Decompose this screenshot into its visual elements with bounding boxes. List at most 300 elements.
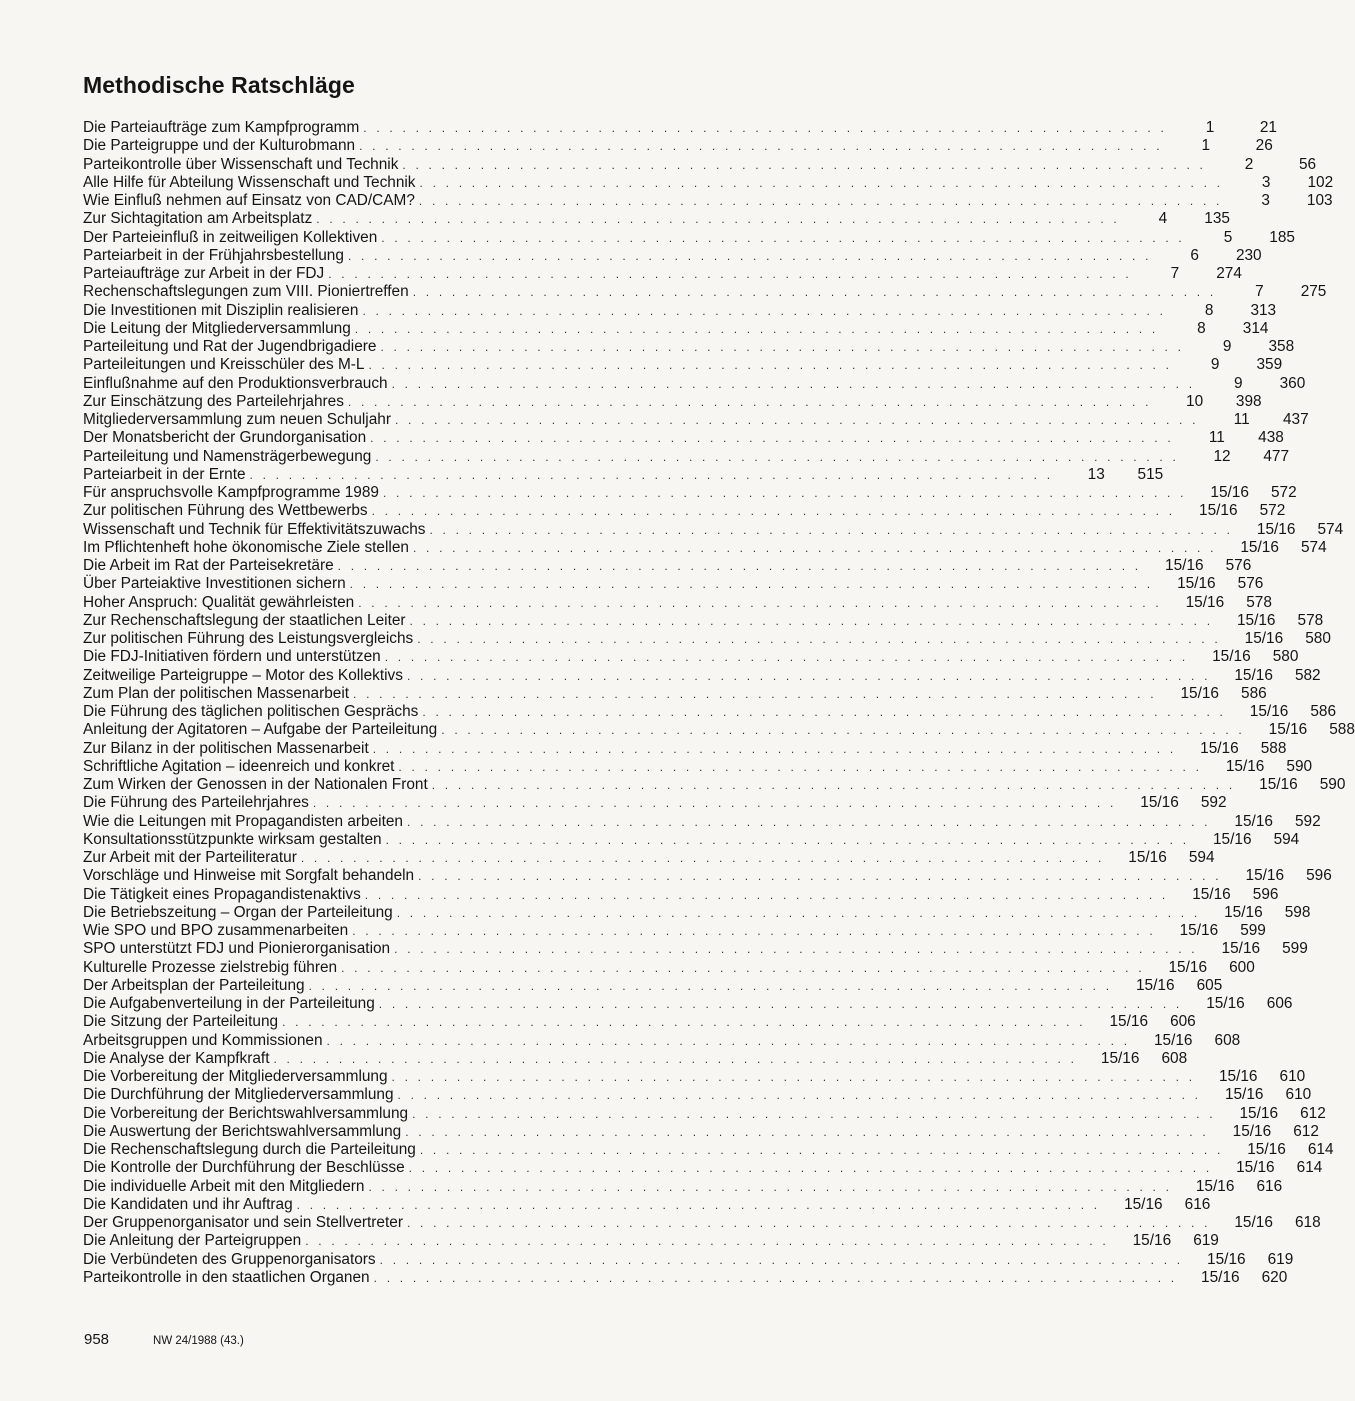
toc-entry-page: 438 — [1258, 429, 1284, 447]
toc-entry-page: 608 — [1161, 1049, 1188, 1067]
toc-entry-issue: 8 — [1204, 301, 1214, 319]
dot-leader: . . . . . . . . . . . . . . . . . . . . . . . . . . . . . . . . . . . . . . . . . . . . . . . . . . . . . . . . . . . . . . — [431, 778, 1236, 792]
toc-entry-issue: 15/16 — [1247, 1141, 1286, 1158]
toc-entry — [83, 137, 1273, 155]
toc-entry-title: Die Kandidaten und ihr Auftrag — [83, 1195, 293, 1213]
toc-entry-page: 600 — [1229, 958, 1255, 976]
toc-entry-issue: 9 — [1210, 356, 1220, 374]
toc-entry-page: 590 — [1319, 776, 1346, 793]
toc-entry-title: Zur Sichtagitation am Arbeitsplatz — [83, 210, 313, 228]
toc-entry-page: 274 — [1216, 265, 1242, 282]
dot-leader: . . . . . . . . . . . . . . . . . . . . . . . . . . . . . . . . . . . . . . . . . . . . . . . . . . . . . . . . . . . . . . — [375, 449, 1180, 464]
toc-entry-page: 612 — [1293, 1122, 1319, 1140]
toc-entry-issue: 5 — [1223, 228, 1233, 246]
dot-leader: . . . . . . . . . . . . . . . . . . . . . . . . . . . . . . . . . . . . . . . . . . . . . . . . . . . . . . . . . . . . . . — [316, 212, 1120, 227]
toc-entry — [83, 611, 1324, 630]
toc-entry — [83, 593, 1272, 612]
toc-entry — [83, 1214, 1321, 1232]
toc-entry — [83, 447, 1290, 466]
dot-leader: . . . . . . . . . . . . . . . . . . . . . . . . . . . . . . . . . . . . . . . . . . . . . . . . . . . . . . . . . . . . . . — [412, 540, 1217, 555]
toc-entry-title: Rechenschaftslegungen zum VIII. Pioniertreffen — [83, 283, 409, 301]
toc-entry-issue: 15/16 — [1234, 812, 1273, 830]
toc-entry-title: Einflußnahme auf den Produktionsverbrauch — [83, 374, 388, 392]
toc-entry-page: 610 — [1279, 1068, 1306, 1085]
toc-entry-issue: 4 — [1158, 210, 1168, 228]
toc-entry — [83, 520, 1344, 539]
toc-entry — [83, 721, 1355, 739]
toc-entry — [83, 538, 1327, 557]
toc-entry — [83, 922, 1266, 940]
toc-entry-issue: 15/16 — [1221, 940, 1261, 958]
toc-entry-issue: 9 — [1233, 374, 1243, 392]
toc-entry — [83, 192, 1333, 210]
toc-entry-title: Zur Bilanz in der politischen Massenarbeit — [83, 739, 369, 757]
toc-entry-title: Wissenschaft und Technik für Effektivitätszuwachs — [83, 520, 426, 538]
toc-entry-title: Die Auswertung der Berichtswahlversammlung — [83, 1122, 402, 1140]
toc-entry — [83, 319, 1269, 338]
toc-entry-page: 618 — [1294, 1214, 1321, 1231]
toc-entry-title: Zur Einschätzung des Parteilehrjahres — [83, 392, 344, 410]
toc-entry-issue: 15/16 — [1236, 611, 1276, 629]
toc-entry-page: 592 — [1200, 794, 1227, 812]
toc-entry-issue: 15/16 — [1210, 484, 1249, 501]
toc-entry-issue: 11 — [1233, 411, 1250, 428]
dot-leader: . . . . . . . . . . . . . . . . . . . . . . . . . . . . . . . . . . . . . . . . . . . . . . . . . . . . . . . . . . . . . . — [429, 522, 1234, 537]
toc-entry-title: Zur Rechenschaftslegung der staatlichen Leiter — [83, 611, 406, 629]
toc-entry-issue: 15/16 — [1200, 739, 1239, 757]
toc-entry — [83, 374, 1306, 393]
dot-leader: . . . . . . . . . . . . . . . . . . . . . . . . . . . . . . . . . . . . . . . . . . . . . . . . . . . . . . . . . . . . . . — [341, 960, 1145, 975]
toc-entry-title: Parteileitung und Namensträgerbewegung — [83, 447, 372, 465]
dot-leader: . . . . . . . . . . . . . . . . . . . . . . . . . . . . . . . . . . . . . . . . . . . . . . . . . . . . . . . . . . . . . . — [408, 1161, 1213, 1176]
toc-entry-issue: 15/16 — [1199, 502, 1238, 520]
toc-entry-page: 56 — [1298, 155, 1317, 173]
toc-entry-title: Parteiarbeit in der Frühjahrsbestellung — [83, 246, 344, 264]
toc-entry-page: 619 — [1193, 1232, 1219, 1250]
toc-entry-page: 358 — [1268, 338, 1295, 355]
toc-entry-page: 574 — [1300, 538, 1327, 556]
toc-entry — [83, 849, 1215, 867]
toc-entry — [83, 356, 1283, 374]
dot-leader: . . . . . . . . . . . . . . . . . . . . . . . . . . . . . . . . . . . . . . . . . . . . . . . . . . . . . . . . . . . . . . — [358, 595, 1162, 610]
dot-leader: . . . . . . . . . . . . . . . . . . . . . . . . . . . . . . . . . . . . . . . . . . . . . . . . . . . . . . . . . . . . . . — [391, 376, 1196, 391]
toc-entry-issue: 15/16 — [1153, 1031, 1193, 1049]
toc-entry-issue: 15/16 — [1239, 1104, 1279, 1122]
toc-entry-issue: 8 — [1197, 319, 1206, 337]
toc-entry-page: 515 — [1137, 465, 1164, 483]
dot-leader: . . . . . . . . . . . . . . . . . . . . . . . . . . . . . . . . . . . . . . . . . . . . . . . . . . . . . . . . . . . . . . — [282, 1015, 1086, 1030]
toc-entry — [83, 1049, 1188, 1068]
toc-entry-issue: 15/16 — [1268, 721, 1308, 739]
dot-leader: . . . . . . . . . . . . . . . . . . . . . . . . . . . . . . . . . . . . . . . . . . . . . . . . . . . . . . . . . . . . . . — [370, 431, 1174, 446]
toc-entry-page: 185 — [1269, 228, 1295, 246]
dot-leader: . . . . . . . . . . . . . . . . . . . . . . . . . . . . . . . . . . . . . . . . . . . . . . . . . . . . . . . . . . . . . . — [328, 267, 1132, 281]
toc-entry-title: Zur politischen Führung des Wettbewerbs — [83, 502, 368, 520]
toc-entry — [83, 1068, 1306, 1086]
dot-leader: . . . . . . . . . . . . . . . . . . . . . . . . . . . . . . . . . . . . . . . . . . . . . . . . . . . . . . . . . . . . . . — [249, 467, 1054, 482]
dot-leader: . . . . . . . . . . . . . . . . . . . . . . . . . . . . . . . . . . . . . . . . . . . . . . . . . . . . . . . . . . . . . . — [385, 832, 1190, 847]
toc-entry-issue: 15/16 — [1201, 1268, 1240, 1286]
toc-entry-issue: 7 — [1170, 265, 1180, 282]
footer-source: NW 24/1988 (43.) — [153, 1335, 244, 1347]
toc-entry-title: Mitgliederversammlung zum neuen Schuljahr — [83, 411, 391, 428]
toc-entry-title: Der Gruppenorganisator und sein Stellvertreter — [83, 1214, 403, 1231]
toc-entry-title: Wie SPO und BPO zusammenarbeiten — [83, 922, 349, 939]
toc-entry-issue: 15/16 — [1136, 976, 1175, 994]
toc-entry-title: Zur Arbeit mit der Parteiliteratur — [83, 849, 297, 866]
toc-entry-page: 359 — [1256, 356, 1283, 374]
dot-leader: . . . . . . . . . . . . . . . . . . . . . . . . . . . . . . . . . . . . . . . . . . . . . . . . . . . . . . . . . . . . . . — [337, 559, 1142, 573]
toc-entry-issue: 15/16 — [1192, 885, 1231, 903]
toc-entry-page: 614 — [1307, 1141, 1334, 1158]
toc-entry-page: 590 — [1286, 757, 1313, 775]
toc-entry-page: 620 — [1261, 1268, 1288, 1286]
toc-entry-page: 26 — [1255, 137, 1273, 155]
dot-leader: . . . . . . . . . . . . . . . . . . . . . . . . . . . . . . . . . . . . . . . . . . . . . . . . . . . . . . . . . . . . . . — [372, 741, 1177, 756]
toc-entry-page: 606 — [1266, 995, 1293, 1012]
toc-entry-title: Die Betriebszeitung – Organ der Parteileitung — [83, 903, 393, 921]
page-title: Methodische Ratschläge — [83, 72, 355, 98]
toc-entry — [83, 940, 1308, 958]
toc-entry-page: 103 — [1306, 192, 1333, 209]
toc-entry-title: Die Vorbereitung der Berichtswahlversammlung — [83, 1104, 409, 1122]
toc-entry-page: 596 — [1306, 867, 1332, 885]
toc-entry-title: Die Sitzung der Parteileitung — [83, 1013, 279, 1031]
toc-entry-page: 599 — [1282, 940, 1308, 958]
toc-entry-issue: 15/16 — [1185, 593, 1225, 611]
toc-entry-issue: 15/16 — [1234, 1214, 1273, 1231]
toc-entry — [83, 119, 1277, 137]
toc-entry-title: Parteileitungen und Kreisschüler des M-L — [83, 356, 365, 374]
dot-leader: . . . . . . . . . . . . . . . . . . . . . . . . . . . . . . . . . . . . . . . . . . . . . . . . . . . . . . . . . . . . . . — [381, 230, 1185, 245]
toc-entry-title: Über Parteiaktive Investitionen sichern — [83, 575, 346, 593]
dot-leader: . . . . . . . . . . . . . . . . . . . . . . . . . . . . . . . . . . . . . . . . . . . . . . . . . . . . . . . . . . . . . . — [273, 1051, 1078, 1066]
toc-entry-title: Die Rechenschaftslegung durch die Parteileitung — [83, 1141, 416, 1158]
dot-leader: . . . . . . . . . . . . . . . . . . . . . . . . . . . . . . . . . . . . . . . . . . . . . . . . . . . . . . . . . . . . . . — [398, 759, 1203, 774]
toc-entry-issue: 11 — [1208, 429, 1225, 447]
toc-entry — [83, 776, 1346, 794]
toc-entry-title: Die Leitung der Mitgliederversammlung — [83, 319, 351, 337]
footer-page-number: 958 — [84, 1331, 110, 1348]
toc-entry-title: Der Monatsbericht der Grundorganisation — [83, 429, 367, 447]
toc-entry-title: Die Aufgabenverteilung in der Parteileitung — [83, 995, 375, 1012]
toc-entry-issue: 15/16 — [1140, 794, 1179, 812]
toc-entry-title: Die Parteigruppe und der Kulturobmann — [83, 137, 356, 155]
toc-entry-issue: 15/16 — [1132, 1232, 1172, 1250]
toc-entry-issue: 9 — [1222, 338, 1232, 355]
toc-entry — [83, 228, 1295, 247]
toc-entry-issue: 15/16 — [1240, 538, 1279, 556]
toc-entry — [83, 1031, 1241, 1050]
toc-entry-page: 576 — [1237, 575, 1264, 593]
toc-entry-title: Zum Plan der politischen Massenarbeit — [83, 684, 350, 702]
toc-entry-page: 619 — [1267, 1250, 1294, 1268]
toc-entry-issue: 15/16 — [1234, 666, 1273, 684]
dot-leader: . . . . . . . . . . . . . . . . . . . . . . . . . . . . . . . . . . . . . . . . . . . . . . . . . . . . . . . . . . . . . . — [371, 504, 1176, 519]
dot-leader: . . . . . . . . . . . . . . . . . . . . . . . . . . . . . . . . . . . . . . . . . . . . . . . . . . . . . . . . . . . . . . — [354, 321, 1159, 336]
toc-entry-issue: 13 — [1087, 465, 1105, 483]
toc-entry — [83, 830, 1300, 849]
dot-leader: . . . . . . . . . . . . . . . . . . . . . . . . . . . . . . . . . . . . . . . . . . . . . . . . . . . . . . . . . . . . . . — [409, 613, 1214, 628]
dot-leader: . . . . . . . . . . . . . . . . . . . . . . . . . . . . . . . . . . . . . . . . . . . . . . . . . . . . . . . . . . . . . . — [418, 194, 1223, 208]
toc-entry — [83, 1141, 1334, 1159]
toc-entry — [83, 1104, 1326, 1123]
dot-leader: . . . . . . . . . . . . . . . . . . . . . . . . . . . . . . . . . . . . . . . . . . . . . . . . . . . . . . . . . . . . . . — [412, 285, 1217, 300]
toc-entry-issue: 12 — [1213, 447, 1231, 465]
toc-entry — [83, 338, 1295, 356]
toc-entry — [83, 1177, 1283, 1196]
dot-leader: . . . . . . . . . . . . . . . . . . . . . . . . . . . . . . . . . . . . . . . . . . . . . . . . . . . . . . . . . . . . . . — [397, 1088, 1202, 1103]
toc-entry-title: Die Parteiaufträge zum Kampfprogramm — [83, 119, 360, 136]
toc-entry-title: SPO unterstützt FDJ und Pionierorganisation — [83, 940, 391, 958]
toc-entry-page: 135 — [1204, 210, 1230, 228]
toc-entry-title: Die Analyse der Kampfkraft — [83, 1049, 270, 1067]
toc-entry-title: Die Arbeit im Rat der Parteisekretäre — [83, 557, 334, 574]
toc-entry-title: Parteikontrolle über Wissenschaft und Technik — [83, 155, 399, 173]
toc-entry-issue: 1 — [1205, 119, 1215, 136]
dot-leader: . . . . . . . . . . . . . . . . . . . . . . . . . . . . . . . . . . . . . . . . . . . . . . . . . . . . . . . . . . . . . . — [382, 486, 1187, 500]
dot-leader: . . . . . . . . . . . . . . . . . . . . . . . . . . . . . . . . . . . . . . . . . . . . . . . . . . . . . . . . . . . . . . — [407, 814, 1211, 829]
toc-entry — [83, 173, 1334, 192]
toc-entry-page: 574 — [1317, 520, 1344, 538]
dot-leader: . . . . . . . . . . . . . . . . . . . . . . . . . . . . . . . . . . . . . . . . . . . . . . . . . . . . . . . . . . . . . . — [312, 796, 1117, 811]
toc-entry-page: 592 — [1295, 812, 1321, 830]
toc-entry-issue: 15/16 — [1244, 630, 1284, 647]
toc-entry-issue: 15/16 — [1232, 1122, 1272, 1140]
toc-entry — [83, 1013, 1196, 1031]
toc-entry — [83, 757, 1313, 776]
toc-entry-issue: 15/16 — [1212, 830, 1252, 848]
toc-entry-issue: 10 — [1186, 392, 1204, 410]
toc-entry-title: Wie Einfluß nehmen auf Einsatz von CAD/CAM? — [83, 192, 415, 209]
toc-entry-title: Schriftliche Agitation – ideenreich und konkret — [83, 757, 395, 775]
toc-entry — [83, 648, 1299, 666]
toc-entry-title: Die individuelle Arbeit mit den Mitgliedern — [83, 1177, 365, 1195]
toc-entry — [83, 392, 1262, 411]
toc-entry-title: Die Kontrolle der Durchführung der Beschlüsse — [83, 1159, 405, 1177]
toc-entry-title: Die Verbündeten des Gruppenorganisators — [83, 1250, 376, 1268]
toc-entry-page: 605 — [1196, 976, 1223, 994]
toc-entry-title: Für anspruchsvolle Kampfprogramme 1989 — [83, 484, 379, 501]
toc-entry-issue: 15/16 — [1256, 520, 1296, 538]
dot-leader: . . . . . . . . . . . . . . . . . . . . . . . . . . . . . . . . . . . . . . . . . . . . . . . . . . . . . . . . . . . . . . — [419, 175, 1224, 190]
dot-leader: . . . . . . . . . . . . . . . . . . . . . . . . . . . . . . . . . . . . . . . . . . . . . . . . . . . . . . . . . . . . . . — [373, 1270, 1178, 1285]
toc-entry-page: 608 — [1214, 1031, 1241, 1049]
toc-entry-page: 578 — [1246, 593, 1272, 611]
toc-entry — [83, 557, 1252, 575]
toc-entry-issue: 15/16 — [1224, 1086, 1264, 1104]
toc-entry-issue: 3 — [1261, 173, 1271, 191]
toc-entry-title: Vorschläge und Hinweise mit Sorgfalt behandeln — [83, 867, 415, 885]
toc-entry-page: 578 — [1297, 611, 1324, 629]
toc-entry-page: 582 — [1294, 666, 1321, 684]
toc-entry-title: Die Anleitung der Parteigruppen — [83, 1232, 302, 1250]
toc-entry-page: 586 — [1241, 684, 1267, 702]
toc-entry — [83, 903, 1311, 922]
toc-entry-page: 437 — [1282, 411, 1309, 428]
toc-entry-title: Hoher Anspruch: Qualität gewährleisten — [83, 593, 355, 611]
table-of-contents — [83, 119, 1355, 1287]
toc-entry-page: 580 — [1272, 648, 1299, 666]
toc-entry-title: Zum Wirken der Genossen in der Nationalen Front — [83, 776, 428, 793]
toc-entry-title: Im Pflichtenheft hohe ökonomische Ziele stellen — [83, 538, 409, 556]
toc-entry-title: Zur politischen Führung des Leistungsvergleichs — [83, 630, 414, 647]
toc-entry — [83, 812, 1321, 831]
toc-entry — [83, 1250, 1294, 1269]
toc-entry-issue: 6 — [1190, 246, 1199, 264]
toc-entry-page: 398 — [1235, 392, 1262, 410]
dot-leader: . . . . . . . . . . . . . . . . . . . . . . . . . . . . . . . . . . . . . . . . . . . . . . . . . . . . . . . . . . . . . . — [406, 1216, 1211, 1230]
dot-leader: . . . . . . . . . . . . . . . . . . . . . . . . . . . . . . . . . . . . . . . . . . . . . . . . . . . . . . . . . . . . . . — [419, 1143, 1224, 1157]
toc-entry-title: Wie die Leitungen mit Propagandisten arbeiten — [83, 812, 403, 830]
toc-entry — [83, 484, 1297, 502]
dot-leader: . . . . . . . . . . . . . . . . . . . . . . . . . . . . . . . . . . . . . . . . . . . . . . . . . . . . . . . . . . . . . . — [406, 668, 1211, 683]
toc-entry-issue: 15/16 — [1165, 557, 1204, 574]
toc-entry-page: 594 — [1273, 830, 1300, 848]
dot-leader: . . . . . . . . . . . . . . . . . . . . . . . . . . . . . . . . . . . . . . . . . . . . . . . . . . . . . . . . . . . . . . — [379, 1252, 1184, 1267]
toc-entry — [83, 666, 1321, 685]
dot-leader: . . . . . . . . . . . . . . . . . . . . . . . . . . . . . . . . . . . . . . . . . . . . . . . . . . . . . . . . . . . . . . — [352, 924, 1156, 938]
dot-leader: . . . . . . . . . . . . . . . . . . . . . . . . . . . . . . . . . . . . . . . . . . . . . . . . . . . . . . . . . . . . . . — [308, 978, 1113, 993]
toc-entry — [83, 502, 1286, 520]
toc-entry-issue: 15/16 — [1236, 1159, 1275, 1177]
toc-entry-page: 616 — [1184, 1195, 1211, 1213]
toc-entry-issue: 15/16 — [1180, 684, 1219, 702]
toc-entry — [83, 794, 1227, 812]
dot-leader: . . . . . . . . . . . . . . . . . . . . . . . . . . . . . . . . . . . . . . . . . . . . . . . . . . . . . . . . . . . . . . — [305, 1234, 1109, 1249]
toc-entry-issue: 15/16 — [1128, 849, 1167, 866]
toc-entry-issue: 15/16 — [1224, 903, 1263, 921]
toc-entry-issue: 15/16 — [1225, 757, 1265, 775]
toc-entry-page: 598 — [1284, 903, 1311, 921]
dot-leader: . . . . . . . . . . . . . . . . . . . . . . . . . . . . . . . . . . . . . . . . . . . . . . . . . . . . . . . . . . . . . . — [326, 1033, 1131, 1048]
toc-entry-page: 614 — [1296, 1159, 1323, 1177]
toc-entry — [83, 210, 1230, 228]
toc-entry — [83, 1122, 1319, 1141]
dot-leader: . . . . . . . . . . . . . . . . . . . . . . . . . . . . . . . . . . . . . . . . . . . . . . . . . . . . . . . . . . . . . . — [363, 121, 1167, 135]
dot-leader: . . . . . . . . . . . . . . . . . . . . . . . . . . . . . . . . . . . . . . . . . . . . . . . . . . . . . . . . . . . . . . — [417, 632, 1221, 646]
toc-entry-title: Die Führung des Parteilehrjahres — [83, 794, 309, 812]
toc-entry — [83, 1086, 1312, 1104]
toc-entry-issue: 1 — [1201, 137, 1211, 155]
toc-entry-issue: 15/16 — [1177, 575, 1216, 593]
toc-entry-title: Konsultationsstützpunkte wirksam gestalten — [83, 830, 382, 848]
toc-entry-title: Parteiarbeit in der Ernte — [83, 465, 246, 483]
dot-leader: . . . . . . . . . . . . . . . . . . . . . . . . . . . . . . . . . . . . . . . . . . . . . . . . . . . . . . . . . . . . . . — [300, 851, 1105, 865]
toc-entry-page: 313 — [1250, 301, 1277, 319]
toc-entry-issue: 15/16 — [1207, 1250, 1246, 1268]
dot-leader: . . . . . . . . . . . . . . . . . . . . . . . . . . . . . . . . . . . . . . . . . . . . . . . . . . . . . . . . . . . . . . — [391, 1070, 1196, 1084]
toc-entry — [83, 301, 1277, 320]
toc-entry — [83, 684, 1267, 703]
toc-entry — [83, 575, 1264, 593]
toc-entry-title: Die Tätigkeit eines Propagandistenaktivs — [83, 885, 361, 903]
toc-entry-title: Die Vorbereitung der Mitgliederversammlung — [83, 1068, 388, 1085]
toc-entry-page: 360 — [1279, 374, 1306, 392]
toc-entry — [83, 246, 1262, 265]
dot-leader: . . . . . . . . . . . . . . . . . . . . . . . . . . . . . . . . . . . . . . . . . . . . . . . . . . . . . . . . . . . . . . — [353, 686, 1157, 701]
toc-entry-issue: 15/16 — [1100, 1049, 1140, 1067]
toc-entry-page: 612 — [1300, 1104, 1326, 1122]
toc-entry-page: 275 — [1300, 283, 1327, 301]
dot-leader: . . . . . . . . . . . . . . . . . . . . . . . . . . . . . . . . . . . . . . . . . . . . . . . . . . . . . . . . . . . . . . — [441, 723, 1245, 738]
dot-leader: . . . . . . . . . . . . . . . . . . . . . . . . . . . . . . . . . . . . . . . . . . . . . . . . . . . . . . . . . . . . . . — [296, 1197, 1101, 1212]
toc-entry — [83, 1159, 1323, 1177]
dot-leader: . . . . . . . . . . . . . . . . . . . . . . . . . . . . . . . . . . . . . . . . . . . . . . . . . . . . . . . . . . . . . . — [349, 577, 1154, 592]
dot-leader: . . . . . . . . . . . . . . . . . . . . . . . . . . . . . . . . . . . . . . . . . . . . . . . . . . . . . . . . . . . . . . — [368, 358, 1173, 373]
toc-entry-title: Der Parteieinfluß in zeitweiligen Kollektiven — [83, 228, 378, 246]
toc-entry-page: 572 — [1259, 502, 1286, 520]
toc-entry-title: Die FDJ-Initiativen fördern und unterstützen — [83, 648, 381, 666]
toc-entry — [83, 885, 1279, 904]
toc-entry-page: 606 — [1170, 1013, 1196, 1031]
dot-leader: . . . . . . . . . . . . . . . . . . . . . . . . . . . . . . . . . . . . . . . . . . . . . . . . . . . . . . . . . . . . . . — [347, 394, 1152, 409]
toc-entry-title: Alle Hilfe für Abteilung Wissenschaft und Technik — [83, 173, 416, 191]
toc-entry-page: 616 — [1256, 1177, 1283, 1195]
toc-entry — [83, 429, 1284, 447]
toc-entry — [83, 1268, 1288, 1287]
toc-entry-page: 610 — [1285, 1086, 1312, 1104]
toc-entry-issue: 15/16 — [1195, 1177, 1235, 1195]
toc-entry-issue: 15/16 — [1212, 648, 1251, 666]
toc-entry — [83, 283, 1327, 301]
dot-leader: . . . . . . . . . . . . . . . . . . . . . . . . . . . . . . . . . . . . . . . . . . . . . . . . . . . . . . . . . . . . . . — [359, 139, 1163, 154]
dot-leader: . . . . . . . . . . . . . . . . . . . . . . . . . . . . . . . . . . . . . . . . . . . . . . . . . . . . . . . . . . . . . . — [347, 248, 1152, 263]
toc-entry — [83, 1232, 1219, 1250]
toc-entry — [83, 739, 1287, 758]
dot-leader: . . . . . . . . . . . . . . . . . . . . . . . . . . . . . . . . . . . . . . . . . . . . . . . . . . . . . . . . . . . . . . — [368, 1179, 1173, 1194]
toc-entry-issue: 15/16 — [1168, 958, 1208, 976]
dot-leader: . . . . . . . . . . . . . . . . . . . . . . . . . . . . . . . . . . . . . . . . . . . . . . . . . . . . . . . . . . . . . . — [378, 997, 1183, 1011]
toc-entry — [83, 1195, 1211, 1214]
toc-entry-title: Die Durchführung der Mitgliederversammlung — [83, 1086, 394, 1104]
toc-entry-issue: 15/16 — [1179, 922, 1219, 939]
dot-leader: . . . . . . . . . . . . . . . . . . . . . . . . . . . . . . . . . . . . . . . . . . . . . . . . . . . . . . . . . . . . . . — [384, 650, 1189, 665]
dot-leader: . . . . . . . . . . . . . . . . . . . . . . . . . . . . . . . . . . . . . . . . . . . . . . . . . . . . . . . . . . . . . . — [380, 340, 1185, 354]
toc-entry-page: 586 — [1310, 703, 1337, 720]
toc-entry-title: Zeitweilige Parteigruppe – Motor des Kollektivs — [83, 666, 403, 684]
toc-entry-page: 588 — [1329, 721, 1355, 739]
toc-entry-title: Arbeitsgruppen und Kommissionen — [83, 1031, 323, 1049]
dot-leader: . . . . . . . . . . . . . . . . . . . . . . . . . . . . . . . . . . . . . . . . . . . . . . . . . . . . . . . . . . . . . . — [418, 869, 1222, 884]
dot-leader: . . . . . . . . . . . . . . . . . . . . . . . . . . . . . . . . . . . . . . . . . . . . . . . . . . . . . . . . . . . . . . — [364, 887, 1169, 902]
toc-entry — [83, 958, 1255, 977]
toc-entry — [83, 976, 1223, 995]
toc-entry-issue: 15/16 — [1245, 867, 1285, 885]
toc-entry-page: 596 — [1252, 885, 1279, 903]
toc-entry-issue: 2 — [1244, 155, 1254, 173]
toc-entry — [83, 995, 1293, 1013]
toc-entry — [83, 155, 1317, 174]
toc-entry — [83, 265, 1242, 283]
toc-entry-page: 588 — [1260, 739, 1287, 757]
toc-entry-page: 580 — [1305, 630, 1331, 647]
toc-entry-page: 572 — [1270, 484, 1297, 501]
toc-entry-issue: 15/16 — [1109, 1013, 1148, 1031]
toc-entry-title: Die Führung des täglichen politischen Gesprächs — [83, 703, 419, 720]
dot-leader: . . . . . . . . . . . . . . . . . . . . . . . . . . . . . . . . . . . . . . . . . . . . . . . . . . . . . . . . . . . . . . — [362, 303, 1167, 318]
toc-entry-issue: 15/16 — [1249, 703, 1289, 720]
dot-leader: . . . . . . . . . . . . . . . . . . . . . . . . . . . . . . . . . . . . . . . . . . . . . . . . . . . . . . . . . . . . . . — [394, 413, 1199, 427]
toc-entry — [83, 630, 1331, 648]
toc-entry — [83, 411, 1309, 429]
dot-leader: . . . . . . . . . . . . . . . . . . . . . . . . . . . . . . . . . . . . . . . . . . . . . . . . . . . . . . . . . . . . . . — [422, 705, 1227, 719]
toc-entry-title: Kulturelle Prozesse zielstrebig führen — [83, 958, 338, 976]
toc-entry-page: 102 — [1307, 173, 1334, 191]
toc-entry-issue: 3 — [1261, 192, 1270, 209]
toc-entry-title: Parteikontrolle in den staatlichen Organen — [83, 1268, 370, 1286]
toc-entry-issue: 15/16 — [1259, 776, 1298, 793]
